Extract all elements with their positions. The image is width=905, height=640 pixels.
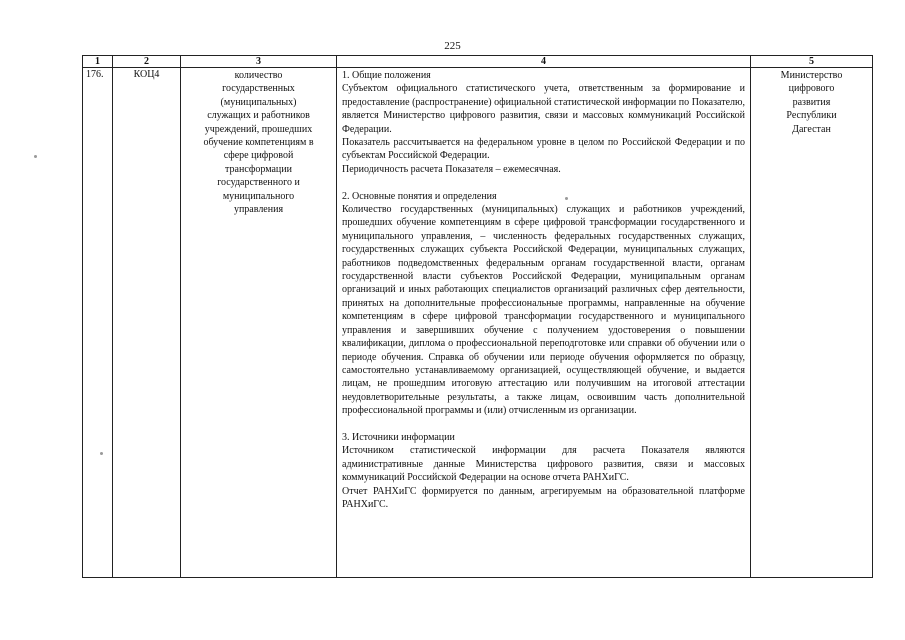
row-number: 176. <box>86 69 104 80</box>
column-header-4: 4 <box>337 56 751 68</box>
scan-speck <box>100 452 103 455</box>
indicator-name-line: (муниципальных) <box>220 96 297 108</box>
indicator-code-cell <box>113 68 181 578</box>
section-1-title: 1. Общие положения <box>342 70 431 81</box>
responsible-body-line: Министерство <box>780 70 843 81</box>
indicator-name-line: государственного и <box>217 177 300 189</box>
indicator-name-line: сфере цифровой <box>223 150 294 162</box>
description-cell <box>337 68 751 578</box>
indicator-name-line: количество <box>234 70 283 81</box>
section-1-paragraph: Периодичность расчета Показателя – ежемесячная. <box>342 163 561 175</box>
responsible-body-cell <box>751 68 873 578</box>
section-1-paragraph: Показатель рассчитывается на федеральном уровне в целом по Российской Федерации и по субъектам Российской Федерации. <box>342 137 745 162</box>
indicator-name-line: муниципального <box>222 190 295 202</box>
responsible-body-line: Республики <box>786 110 837 122</box>
section-spacer <box>342 418 745 431</box>
indicator-name-line: обучение компетенциям в <box>203 137 314 149</box>
indicator-name-line: учреждений, прошедших <box>204 123 313 135</box>
indicator-table <box>82 55 873 578</box>
indicator-name-cell <box>181 68 337 578</box>
responsible-body-line: цифрового <box>788 83 835 95</box>
scan-speck <box>34 155 37 158</box>
section-2-title: 2. Основные понятия и определения <box>342 190 497 202</box>
page-number: 225 <box>444 40 461 52</box>
indicator-name-line: служащих и работников <box>207 110 310 122</box>
column-header-3: 3 <box>181 56 337 68</box>
table-row <box>83 68 873 578</box>
indicator-name-line: трансформации <box>225 163 292 175</box>
indicator-name-line: государственных <box>222 83 295 95</box>
section-1-paragraph: Субъектом официального статистического учета, ответственным за формирование и предоставление (распространение) официальной статистической информации по Показателю, является Министерство цифрового развития, связи и массовых коммуникаций Российской Федерации. <box>342 83 745 135</box>
column-header-2: 2 <box>113 56 181 68</box>
section-3-paragraph: Отчет РАНХиГС формируется по данным, агрегируемым на образовательной платформе РАНХиГС. <box>342 485 745 510</box>
responsible-body-line: развития <box>792 96 831 108</box>
section-3-paragraph: Источником статистической информации для расчета Показателя являются административные данные Министерства цифрового развития, связи и массовых коммуникаций Российской Федерации на основе отчета РАНХиГС. <box>342 445 745 484</box>
column-header-1: 1 <box>83 56 113 68</box>
row-number-cell <box>83 68 113 578</box>
section-spacer <box>342 176 745 189</box>
indicator-name-line: управления <box>233 204 284 216</box>
table-header-row <box>83 56 873 68</box>
section-3-title: 3. Источники информации <box>342 431 455 443</box>
indicator-code: КОЦ4 <box>133 69 160 80</box>
column-header-5: 5 <box>751 56 873 68</box>
section-2-paragraph: Количество государственных (муниципальных) служащих и работников учреждений, прошедших обучение компетенциям в сфере цифровой трансформации государственного и муниципального управления, – численность федеральных государственных служащих, государственных служащих субъекта Российской Федерации, муниципальных служащих, работников подведомственных федеральным органам государственной власти, органам государственной власти субъектов Российской Федерации, муниципальным органам организаций и иных работающих специалистов организаций различных сфер деятельности, принятых на дополнительные профессиональные программы, направленные на обучение компетенциям в сфере цифровой трансформации государственного и муниципального управления и завершивших обучение с получением удостоверения о повышении квалификации, диплома о профессиональной переподготовке или справки об обучении или о периоде обучения. Справка об обучении или периоде обучения оформляется по образцу, самостоятельно устанавливаемому организацией, осуществляющей обучение, и выдается лицам, не прошедшим итоговую аттестацию или получившим на итоговой аттестации неудовлетворительные результаты, а также лицам, освоившим часть дополнительной профессиональной программы и (или) отчисленным из организации. <box>342 204 745 417</box>
scan-speck <box>565 197 568 200</box>
responsible-body-line: Дагестан <box>792 123 831 135</box>
